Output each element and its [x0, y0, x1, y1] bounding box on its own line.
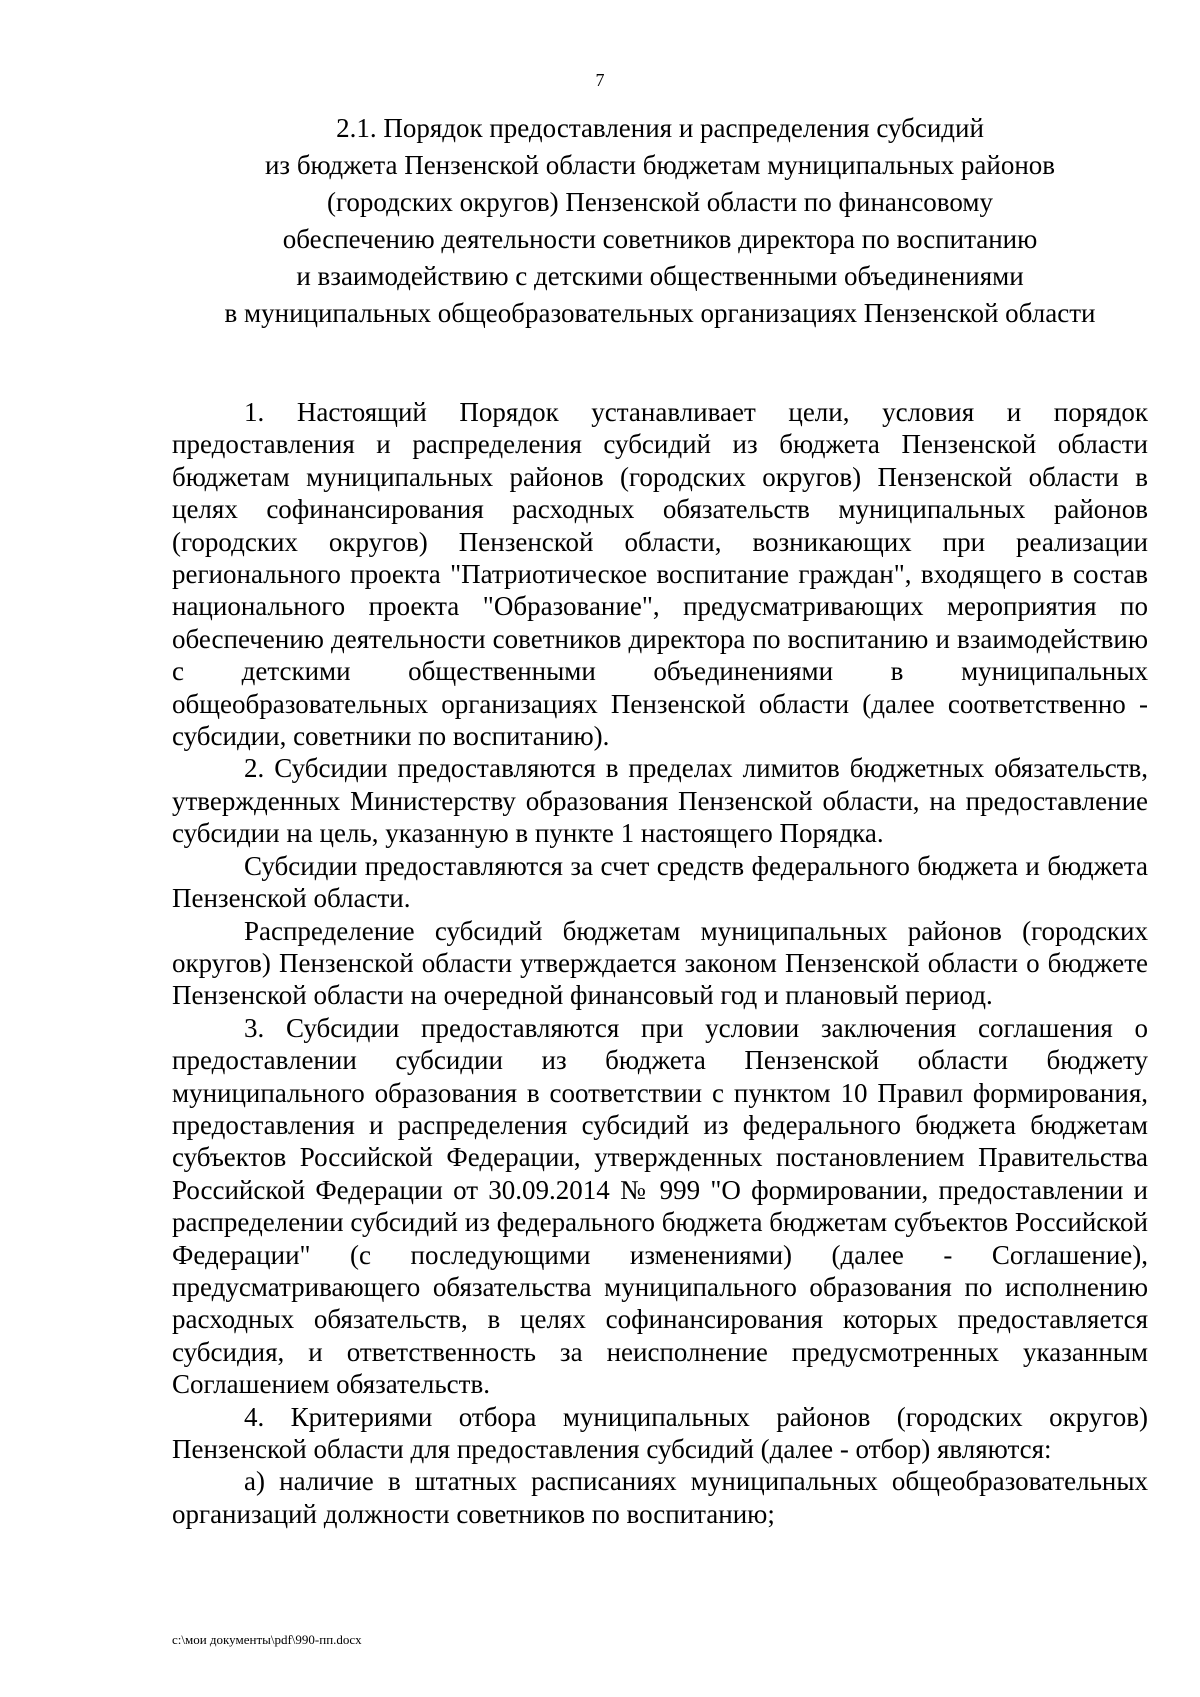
paragraph-4: 4. Критериями отбора муниципальных районов (городских округов) Пензенской области для предоставления субсидий (далее - отбор) являются:	[172, 1401, 1148, 1464]
title-line: в муниципальных общеобразовательных организациях Пензенской области	[224, 298, 1096, 328]
paragraph-3: 3. Субсидии предоставляются при условии заключения соглашения о предоставлении субсидии из бюджета Пензенской области бюджету муниципального образования в соответствии с пунктом 10 Правил формирования, предоставления и распределения субсидий из федерального бюджета бюджетам субъектов Российской Федерации, утвержденных постановлением Правительства Российской Федерации от 30.09.2014 № 999 "О формировании, предоставлении и распределении субсидий из федерального бюджета бюджетам субъектов Российской Федерации" (с последующими изменениями) (далее - Соглашение), предусматривающего обязательства муниципального образования по исполнению расходных обязательств, в целях софинансирования которых предоставляется субсидия, и ответственность за неисполнение предусмотренных указанным Соглашением обязательств.	[172, 1012, 1148, 1400]
title-line: 2.1. Порядок предоставления и распределения субсидий	[336, 113, 984, 143]
title-line: из бюджета Пензенской области бюджетам муниципальных районов	[264, 150, 1056, 180]
page-number: 7	[595, 70, 605, 90]
footer-file-path: c:\мои документы\pdf\990-пп.docx	[172, 1632, 362, 1647]
paragraph-4a: а) наличие в штатных расписаниях муниципальных общеобразовательных организаций должности советников по воспитанию;	[172, 1466, 1148, 1529]
paragraph-2: 2. Субсидии предоставляются в пределах лимитов бюджетных обязательств, утвержденных Министерству образования Пензенской области, на предоставление субсидии на цель, указанную в пункте 1 настоящего Порядка.	[172, 753, 1148, 849]
section-title	[172, 110, 1148, 332]
title-line: обеспечению деятельности советников директора по воспитанию	[282, 224, 1038, 254]
paragraph-2-funding: Субсидии предоставляются за счет средств федерального бюджета и бюджета Пензенской области.	[172, 850, 1148, 914]
title-line: и взаимодействию с детскими общественными объединениями	[296, 261, 1024, 291]
paragraph-1: 1. Настоящий Порядок устанавливает цели, условия и порядок предоставления и распределения субсидий из бюджета Пензенской области бюджетам муниципальных районов (городских округов) Пензенской области в целях софинансирования расходных обязательств муниципальных районов (городских округов) Пензенской области, возникающих при реализации регионального проекта "Патриотическое воспитание граждан", входящего в состав национального проекта "Образование", предусматривающих мероприятия по обеспечению деятельности советников директора по воспитанию и взаимодействию с детскими общественными объединениями в муниципальных общеобразовательных организациях Пензенской области (далее соответственно - субсидии, советники по воспитанию).	[172, 397, 1148, 752]
title-line: (городских округов) Пензенской области по финансовому	[327, 187, 993, 217]
document-body	[172, 396, 1148, 1530]
paragraph-2-distribution: Распределение субсидий бюджетам муниципальных районов (городских округов) Пензенской области утверждается законом Пензенской области о бюджете Пензенской области на очередной финансовый год и плановый период.	[172, 915, 1148, 1011]
